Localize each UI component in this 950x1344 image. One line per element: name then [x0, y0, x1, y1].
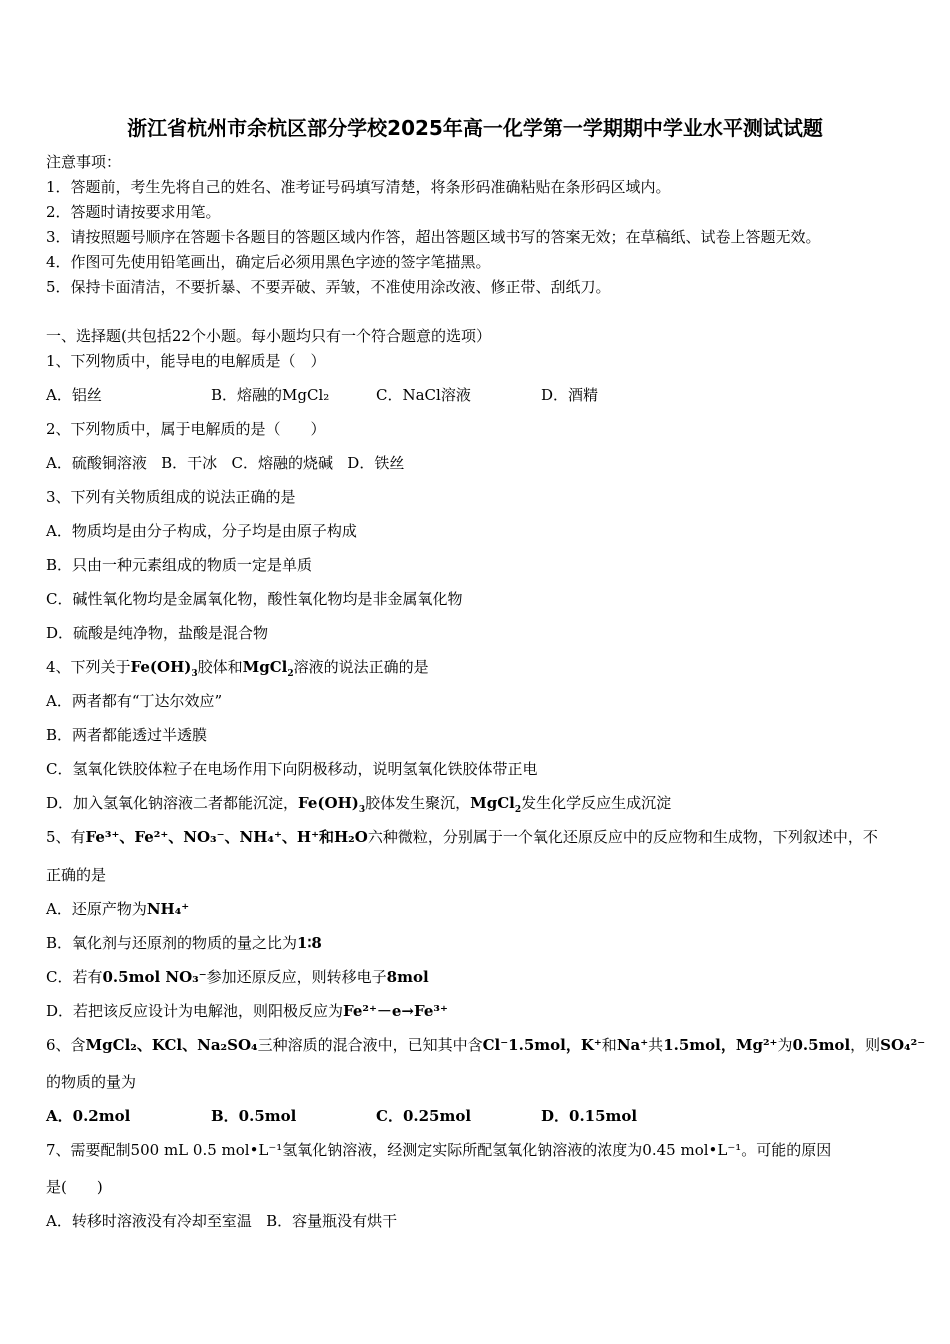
option-a[interactable]: A．物质均是由分子构成，分子均是由原子构成: [46, 522, 357, 540]
option-a[interactable]: A．铝丝: [46, 386, 102, 404]
option-b[interactable]: B．熔融的MgCl₂: [211, 386, 330, 404]
section-heading: 一、选择题(共包括22个小题。每小题均只有一个符合题意的选项）: [46, 327, 491, 345]
option-c[interactable]: C．碱性氧化物均是金属氧化物，酸性氧化物均是非金属氧化物: [46, 590, 463, 608]
question-2-options: [46, 452, 908, 474]
option-a[interactable]: A．还原产物为NH₄⁺: [46, 900, 190, 918]
question-7-options: [46, 1210, 908, 1232]
option-d[interactable]: D．铁丝: [347, 454, 405, 472]
option-a[interactable]: A．转移时溶液没有冷却至室温: [46, 1212, 252, 1230]
question-6-stem-cont: 的物质的量为: [46, 1073, 137, 1091]
option-b[interactable]: B．两者都能透过半透膜: [46, 726, 208, 744]
notice-item: 4．作图可先使用铅笔画出，确定后必须用黑色字迹的签字笔描黑。: [46, 253, 491, 271]
notice-item: 3．请按照题号顺序在答题卡各题目的答题区域内作答，超出答题区域书写的答案无效；在草稿纸、试卷上答题无效。: [46, 228, 821, 246]
option-d[interactable]: D．若把该反应设计为电解池，则阳极反应为Fe²⁺－e→Fe³⁺: [46, 1002, 448, 1020]
option-a[interactable]: A．0.2mol: [46, 1107, 131, 1125]
question-7-stem: 7、需要配制500 mL 0.5 mol•L⁻¹氢氧化钠溶液，经测定实际所配氢氧化钠溶液的浓度为0.45 mol•L⁻¹。可能的原因: [46, 1141, 832, 1159]
option-a[interactable]: A．两者都有“丁达尔效应”: [46, 692, 223, 710]
question-3-stem: 3、下列有关物质组成的说法正确的是: [46, 488, 296, 506]
notice-item: 1．答题前，考生先将自己的姓名、准考证号码填写清楚，将条形码准确粘贴在条形码区域内。: [46, 178, 671, 196]
notice-item: 5．保持卡面清洁，不要折暴、不要弄破、弄皱，不准使用涂改液、修正带、刮纸刀。: [46, 278, 611, 296]
option-b[interactable]: B．0.5mol: [211, 1107, 297, 1125]
question-1-stem: 1、下列物质中，能导电的电解质是（ ）: [46, 352, 326, 370]
option-d[interactable]: D．硫酸是纯净物，盐酸是混合物: [46, 624, 269, 642]
option-b[interactable]: B．氧化剂与还原剂的物质的量之比为1∶8: [46, 934, 322, 952]
question-5-stem: 5、有Fe³⁺、Fe²⁺、NO₃⁻、NH₄⁺、H⁺和H₂O六种微粒，分别属于一个氧化还原反应中的反应物和生成物，下列叙述中，不: [46, 828, 878, 846]
option-c[interactable]: C．NaCl溶液: [376, 386, 471, 404]
option-c[interactable]: C．熔融的烧碱: [231, 454, 333, 472]
page-title: 浙江省杭州市余杭区部分学校2025年高一化学第一学期期中学业水平测试试题: [127, 116, 823, 140]
question-7-stem-cont: 是( ): [46, 1178, 103, 1196]
question-4-stem: 4、下列关于$Fe(OH)_3$胶体和MgCl$_2$溶液的说法正确的是: [46, 658, 429, 679]
question-6-stem: 6、含MgCl₂、KCl、Na₂SO₄三种溶质的混合液中，已知其中含Cl⁻1.5mol，K⁺和Na⁺共1.5mol，Mg²⁺为0.5mol，则SO₄²⁻: [46, 1036, 926, 1054]
option-b[interactable]: B．只由一种元素组成的物质一定是单质: [46, 556, 313, 574]
option-d[interactable]: D．0.15mol: [541, 1107, 638, 1125]
option-c[interactable]: C．0.25mol: [376, 1107, 472, 1125]
question-1-options: [46, 384, 908, 406]
option-b[interactable]: B．容量瓶没有烘干: [266, 1212, 398, 1230]
question-5-stem-cont: 正确的是: [46, 866, 107, 884]
option-d[interactable]: D．加入氢氧化钠溶液二者都能沉淀，$Fe(OH)_3$胶体发生聚沉，MgCl$_2$发生化学反应生成沉淀: [46, 794, 672, 815]
option-d[interactable]: D．酒精: [541, 386, 599, 404]
option-b[interactable]: B．干冰: [161, 454, 218, 472]
option-c[interactable]: C．若有0.5mol NO₃⁻参加还原反应，则转移电子8mol: [46, 968, 429, 986]
question-6-options: [46, 1105, 908, 1127]
option-a[interactable]: A．硫酸铜溶液: [46, 454, 147, 472]
notice-item: 2．答题时请按要求用笔。: [46, 203, 221, 221]
notice-heading: 注意事项：: [46, 153, 122, 171]
question-2-stem: 2、下列物质中，属于电解质的是（ ）: [46, 420, 326, 438]
option-c[interactable]: C．氢氧化铁胶体粒子在电场作用下向阴极移动，说明氢氧化铁胶体带正电: [46, 760, 538, 778]
